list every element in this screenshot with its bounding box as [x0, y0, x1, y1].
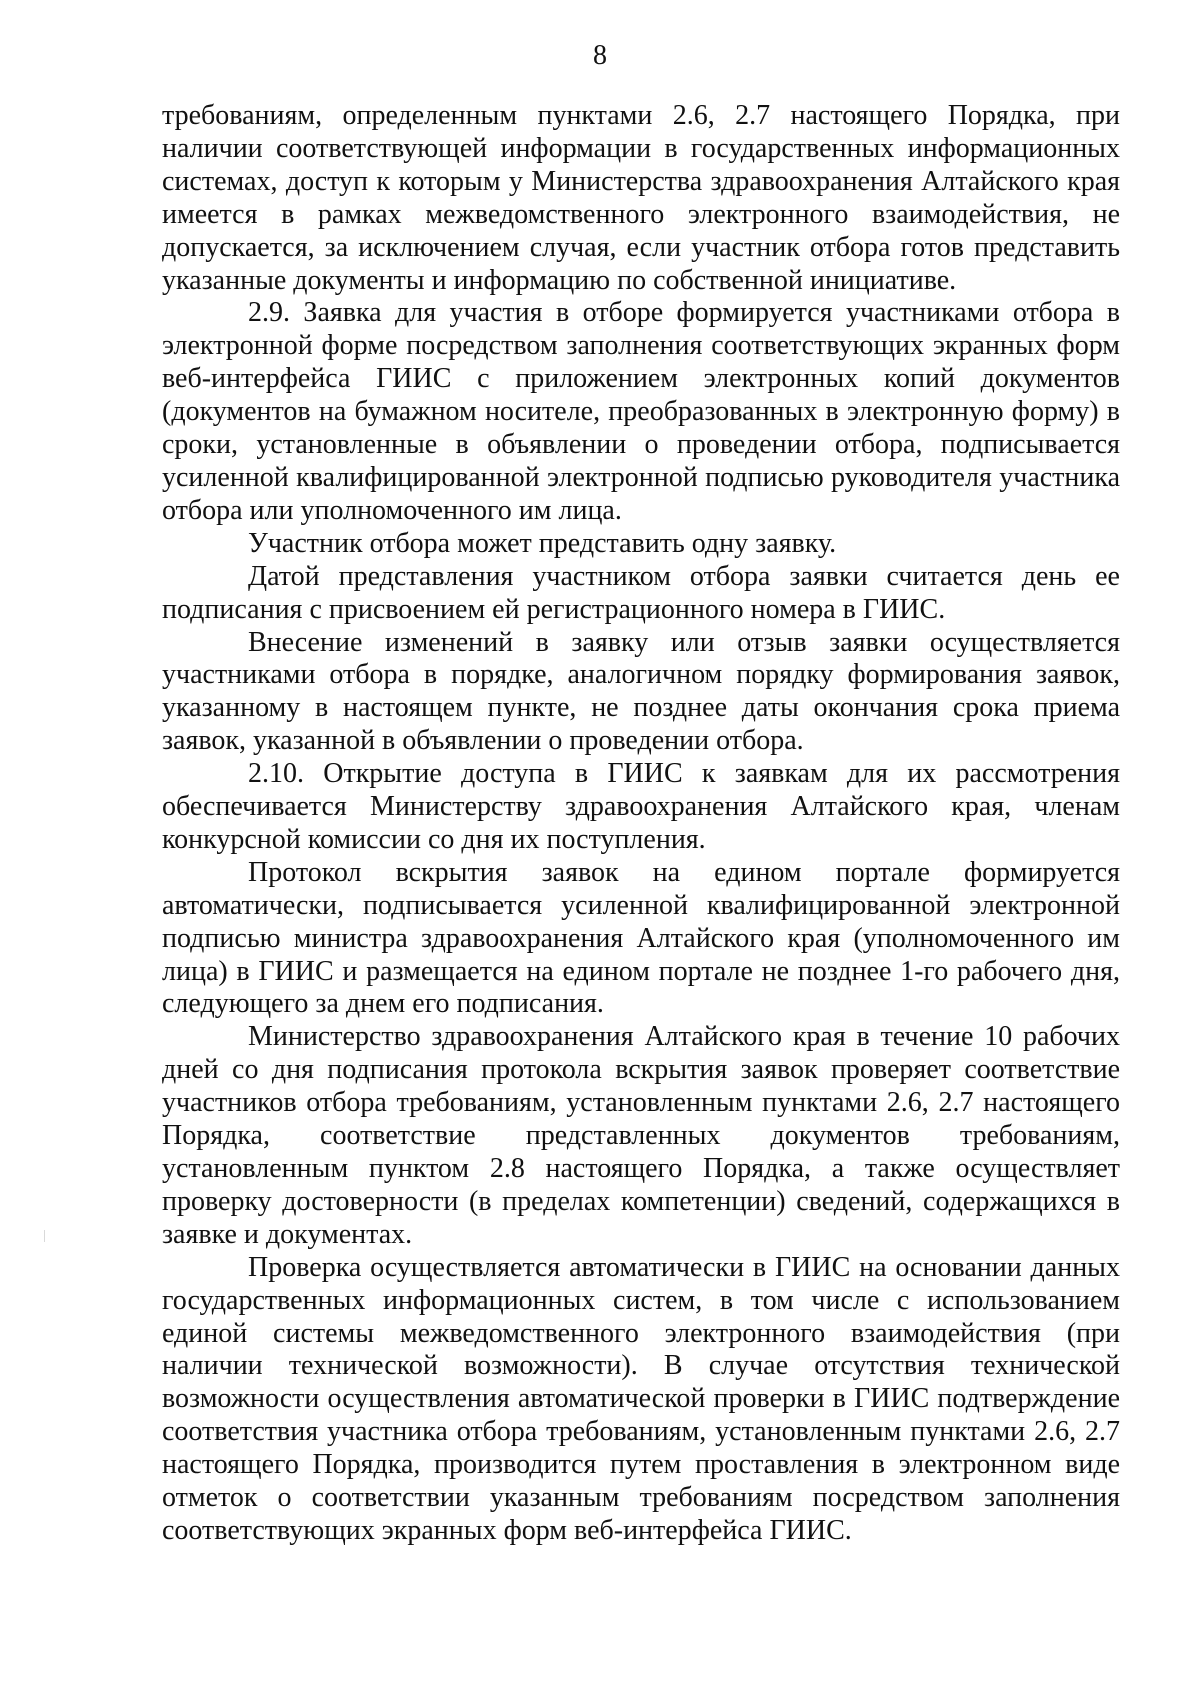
- paragraph-one-application: Участник отбора может представить одну заявку.: [248, 527, 837, 559]
- scan-artifact: [44, 1230, 45, 1242]
- paragraph-2-10: 2.10. Открытие доступа в ГИИС к заявкам для их рассмотрения обеспечивается Министерству здравоохранения Алтайского края, членам конкурсной комиссии со дня их поступления.: [162, 758, 1120, 855]
- document-body: [162, 100, 1120, 1548]
- paragraph-changes-withdrawal: Внесение изменений в заявку или отзыв заявки осуществляется участниками отбора в порядке, аналогичном порядку формирования заявок, указанному в настоящем пункте, не позднее даты окончания срока приема заявок, указанной в объявлении о проведении отбора.: [162, 626, 1120, 757]
- paragraph-continuation: требованиям, определенным пунктами 2.6, 2.7 настоящего Порядка, при наличии соответствующей информации в государственных информационных системах, доступ к которым у Министерства здравоохранения Алтайского края имеется в рамках межведомственного электронного взаимодействия, не допускается, за исключением случая, если участник отбора готов представить указанные документы и информацию по собственной инициативе.: [162, 100, 1120, 296]
- paragraph-opening-protocol: Протокол вскрытия заявок на едином портале формируется автоматически, подписывается усиленной квалифицированной электронной подписью министра здравоохранения Алтайского края (уполномоченного им лица) в ГИИС и размещается на едином портале не позднее 1-го рабочего дня, следующего за днем его подписания.: [162, 856, 1120, 1020]
- paragraph-ministry-check: Министерство здравоохранения Алтайского края в течение 10 рабочих дней со дня подписания протокола вскрытия заявок проверяет соответствие участников отбора требованиям, установленным пунктами 2.6, 2.7 настоящего Порядка, соответствие представленных документов требованиям, установленным пунктом 2.8 настоящего Порядка, а также осуществляет проверку достоверности (в пределах компетенции) сведений, содержащихся в заявке и документах.: [162, 1021, 1120, 1250]
- paragraph-automatic-check: Проверка осуществляется автоматически в ГИИС на основании данных государственных информационных систем, в том числе с использованием единой системы межведомственного электронного взаимодействия (при наличии технической возможности). В случае отсутствия технической возможности осуществления автоматической проверки в ГИИС подтверждение соответствия участника отбора требованиям, установленным пунктами 2.6, 2.7 настоящего Порядка, производится путем проставления в электронном виде отметок о соответствии указанным требованиям посредством заполнения соответствующих экранных форм веб-интерфейса ГИИС.: [162, 1251, 1120, 1546]
- paragraph-2-9: 2.9. Заявка для участия в отборе формируется участниками отбора в электронной форме посредством заполнения соответствующих экранных форм веб-интерфейса ГИИС с приложением электронных копий документов (документов на бумажном носителе, преобразованных в электронную форму) в сроки, установленные в объявлении о проведении отбора, подписывается усиленной квалифицированной электронной подписью руководителя участника отбора или уполномоченного им лица.: [162, 297, 1120, 526]
- paragraph-submission-date: Датой представления участником отбора заявки считается день ее подписания с присвоением ей регистрационного номера в ГИИС.: [162, 560, 1120, 625]
- page-number: 8: [593, 40, 607, 71]
